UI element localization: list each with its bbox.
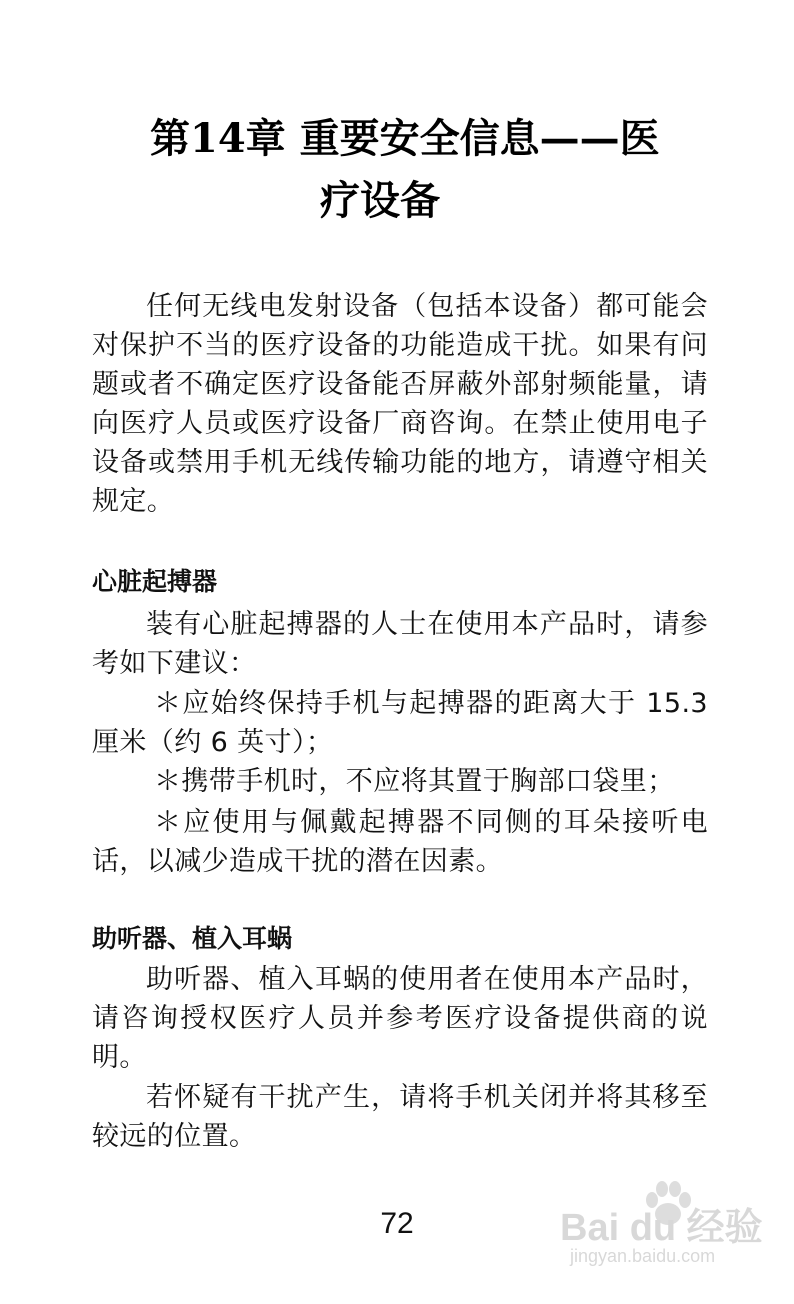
chapter-title [150,108,710,232]
watermark-url: jingyan.baidu.com [570,1246,716,1266]
pacemaker-bullet-1: ＊应始终保持手机与起搏器的距离大于 15.3 厘米（约 6 英寸）； [92,688,708,758]
page-number: 72 [380,1207,414,1240]
chapter-title-line1: 第14章 重要安全信息——医 [150,115,660,162]
watermark-brand: Bai du 经验 [560,1207,763,1249]
pacemaker-bullet-3: ＊应使用与佩戴起搏器不同侧的耳朵接听电话，以减少造成干扰的潜在因素。 [92,807,708,877]
pacemaker-bullet-2: ＊携带手机时，不应将其置于胸部口袋里； [154,766,675,797]
pacemaker-paragraph: 装有心脏起搏器的人士在使用本产品时，请参考如下建议： [92,609,708,679]
chapter-title-line2: 疗设备 [320,177,440,224]
intro-paragraph: 任何无线电发射设备（包括本设备）都可能会对保护不当的医疗设备的功能造成干扰。如果有问题或者不确定医疗设备能否屏蔽外部射频能量，请向医疗人员或医疗设备厂商咨询。在禁止使用电子设备或禁用手机无线传输功能的地方，请遵守相关规定。 [92,291,708,517]
hearing-heading: 助听器、植入耳蜗 [92,924,293,953]
baidu-watermark [560,1176,780,1286]
hearing-paragraph-2: 若怀疑有干扰产生，请将手机关闭并将其移至较远的位置。 [92,1082,708,1152]
hearing-paragraph-1: 助听器、植入耳蜗的使用者在使用本产品时，请咨询授权医疗人员并参考医疗设备提供商的说明。 [92,964,708,1073]
pacemaker-heading: 心脏起搏器 [92,567,218,596]
